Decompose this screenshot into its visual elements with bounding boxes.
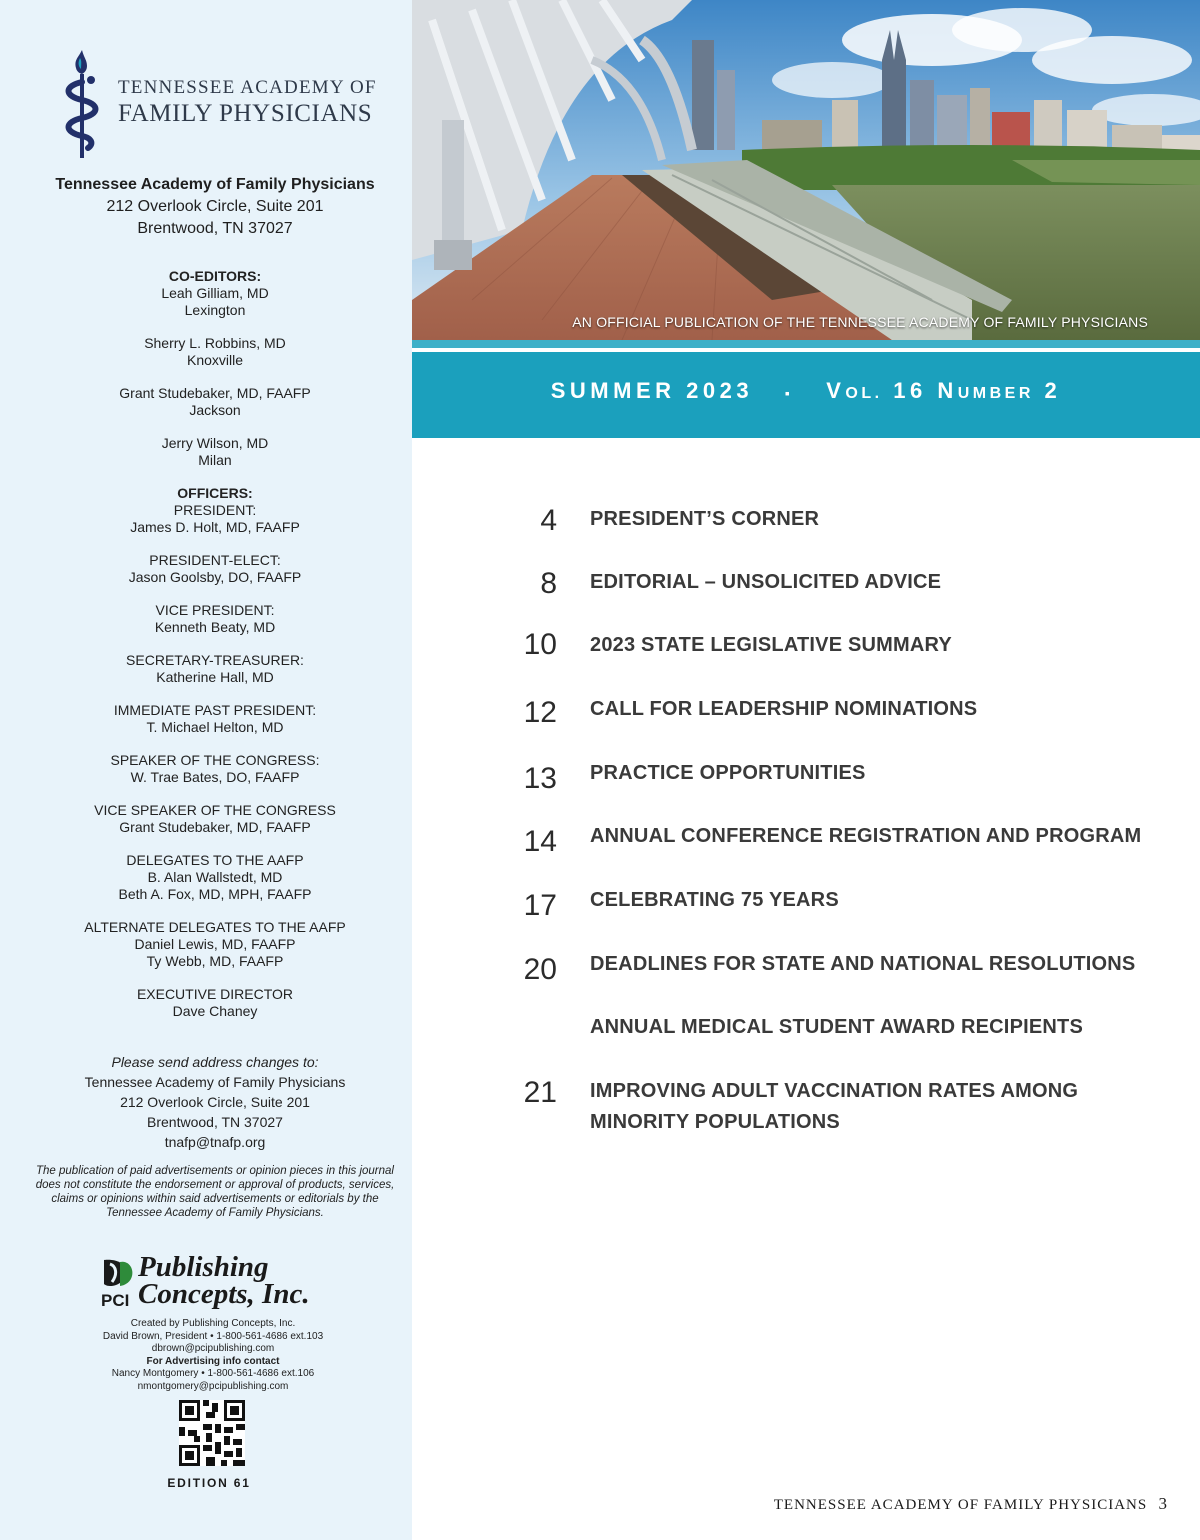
publisher-name-line-1: Publishing: [138, 1251, 269, 1283]
address-change-email[interactable]: tnafp@tnafp.org: [164, 1134, 266, 1150]
toc-title: 2023 STATE LEGISLATIVE SUMMARY: [590, 634, 952, 656]
toc-page: 10: [523, 628, 557, 661]
officer-name: Beth A. Fox, MD, MPH, FAAFP: [118, 886, 312, 902]
officer-entry: [0, 852, 430, 903]
masthead-sidebar: [0, 0, 412, 1540]
publisher-wordmark: [138, 1251, 310, 1310]
co-editor-place: Knoxville: [186, 352, 244, 368]
logo-line-1: TENNESSEE ACADEMY OF: [118, 77, 377, 98]
toc-page: 8: [540, 567, 557, 600]
officer-name: Jason Goolsby, DO, FAAFP: [128, 569, 302, 585]
pci-mark-label: PCI: [101, 1291, 130, 1310]
advertising-email[interactable]: nmontgomery@pcipublishing.com: [137, 1380, 289, 1392]
address-change-notice: [0, 1052, 430, 1152]
advertising-heading: For Advertising info contact: [146, 1355, 280, 1367]
officer-name: W. Trae Bates, DO, FAAFP: [130, 769, 300, 785]
toc-page: 20: [523, 953, 557, 986]
officer-role: EXECUTIVE DIRECTOR: [136, 986, 294, 1002]
officer-role: ALTERNATE DELEGATES TO THE AAFP: [84, 919, 346, 935]
officer-role: IMMEDIATE PAST PRESIDENT:: [113, 702, 317, 718]
toc-title: CELEBRATING 75 YEARS: [590, 889, 839, 911]
address-change-lead: Please send address changes to:: [111, 1054, 319, 1070]
officer-name: Kenneth Beaty, MD: [154, 619, 276, 635]
vol-rest: OL.: [845, 385, 883, 402]
co-editor-name: Jerry Wilson, MD: [161, 435, 269, 451]
issue-line: [412, 378, 1200, 404]
officer-entry: [0, 986, 430, 1020]
issue-number: 2: [1044, 378, 1062, 403]
nashville-skyline-photo: [412, 0, 1200, 340]
bridge-skyline-illustration: [412, 0, 1200, 340]
officer-role: PRESIDENT-ELECT:: [149, 552, 281, 568]
toc-page: 13: [523, 762, 557, 795]
credit-line: David Brown, President • 1-800-561-4686 ext.103: [102, 1330, 324, 1342]
officers-heading: OFFICERS:: [177, 485, 253, 501]
toc-title: ANNUAL MEDICAL STUDENT AWARD RECIPIENTS: [590, 1016, 1084, 1038]
officer-role: SECRETARY-TREASURER:: [126, 652, 304, 668]
officer-entry: [0, 702, 430, 736]
running-footer: [774, 1494, 1168, 1514]
address-org: Tennessee Academy of Family Physicians: [55, 176, 375, 193]
officer-name: Ty Webb, MD, FAAFP: [146, 953, 284, 969]
officer-entry: [0, 552, 430, 586]
edition-number: EDITION 61: [167, 1476, 251, 1490]
officer-role: DELEGATES TO THE AAFP: [126, 852, 304, 868]
address-street: 212 Overlook Circle, Suite 201: [106, 198, 324, 215]
officer-entry: [0, 919, 430, 970]
publisher-logo: [100, 1251, 340, 1312]
co-editor-place: Milan: [198, 452, 232, 468]
co-editor-entry: [0, 285, 430, 319]
vol-number: 16: [893, 378, 927, 403]
toc-title: IMPROVING ADULT VACCINATION RATES AMONG MINORITY POPULATIONS: [590, 1080, 1079, 1133]
tafp-logo: [58, 48, 378, 160]
co-editor-entry: [0, 335, 430, 369]
toc-page: 17: [523, 889, 557, 922]
toc-title: PRACTICE OPPORTUNITIES: [590, 762, 866, 784]
officer-name: James D. Holt, MD, FAAFP: [130, 519, 300, 535]
co-editor-entry: [0, 385, 430, 419]
publisher-credits: [0, 1318, 426, 1394]
logo-wordmark: [118, 78, 377, 126]
address-change-city: Brentwood, TN 37027: [147, 1114, 283, 1130]
advertising-contact: Nancy Montgomery • 1-800-561-4686 ext.106: [111, 1368, 315, 1380]
toc-title: PRESIDENT’S CORNER: [590, 508, 820, 530]
officer-name: B. Alan Wallstedt, MD: [147, 869, 283, 885]
publication-caption: AN OFFICIAL PUBLICATION OF THE TENNESSEE ACADEMY OF FAMILY PHYSICIANS: [572, 314, 1148, 330]
toc-title: ANNUAL CONFERENCE REGISTRATION AND PROGRAM: [590, 825, 1142, 847]
toc-page: 12: [523, 696, 557, 729]
co-editor-place: Lexington: [184, 302, 246, 318]
officer-name: Daniel Lewis, MD, FAAFP: [134, 936, 296, 952]
toc-title: EDITORIAL – UNSOLICITED ADVICE: [590, 571, 942, 593]
credit-email[interactable]: dbrown@pcipublishing.com: [151, 1343, 275, 1355]
officer-name: Katherine Hall, MD: [156, 669, 274, 685]
caduceus-flame-icon: [58, 48, 106, 160]
officer-entry: [0, 502, 430, 536]
toc-page: 14: [523, 825, 557, 858]
co-editors-heading: CO-EDITORS:: [168, 268, 262, 284]
number-initial: N: [937, 378, 958, 403]
officer-role: PRESIDENT:: [173, 502, 257, 518]
officer-name: Grant Studebaker, MD, FAAFP: [119, 819, 311, 835]
pci-leaf-icon: [100, 1256, 136, 1310]
publisher-name-line-2: Concepts, Inc.: [138, 1278, 310, 1310]
issue-separator: ▪: [784, 385, 795, 401]
address-change-street: 212 Overlook Circle, Suite 201: [120, 1094, 310, 1110]
advertising-disclaimer: The publication of paid advertisements or opinion pieces in this journal does not constitute the endorsement or approval of products, services, claims or opinions within said advertisements or editorials by the Tennessee Academy of Family Physicians.: [35, 1165, 395, 1219]
issue-band: [412, 352, 1200, 438]
editors-officers-roster: [0, 268, 430, 1036]
officer-role: SPEAKER OF THE CONGRESS:: [110, 752, 320, 768]
logo-line-2: FAMILY PHYSICIANS: [118, 100, 373, 127]
issue-season: SUMMER 2023: [550, 378, 754, 403]
toc-title: CALL FOR LEADERSHIP NOMINATIONS: [590, 698, 978, 720]
address-change-org: Tennessee Academy of Family Physicians: [84, 1074, 346, 1090]
co-editor-name: Leah Gilliam, MD: [161, 285, 269, 301]
co-editor-place: Jackson: [189, 402, 241, 418]
officer-entry: [0, 752, 430, 786]
running-head: TENNESSEE ACADEMY OF FAMILY PHYSICIANS: [773, 1497, 1148, 1513]
toc-page: 4: [540, 504, 557, 537]
co-editor-name: Sherry L. Robbins, MD: [144, 335, 286, 351]
organization-address: [0, 174, 430, 240]
officer-role: VICE PRESIDENT:: [155, 602, 275, 618]
qr-code-icon[interactable]: [179, 1400, 245, 1466]
address-city: Brentwood, TN 37027: [137, 220, 293, 237]
toc-page: 21: [523, 1076, 557, 1109]
credit-line: Created by Publishing Concepts, Inc.: [130, 1318, 296, 1329]
officer-name: T. Michael Helton, MD: [146, 719, 284, 735]
toc-title: DEADLINES FOR STATE AND NATIONAL RESOLUTIONS: [590, 953, 1136, 975]
co-editor-entry: [0, 435, 430, 469]
page-number: 3: [1158, 1494, 1168, 1513]
officer-entry: [0, 652, 430, 686]
officer-role: VICE SPEAKER OF THE CONGRESS: [94, 802, 336, 818]
number-rest: UMBER: [957, 385, 1034, 402]
issue-band-accent: [412, 340, 1200, 348]
co-editor-name: Grant Studebaker, MD, FAAFP: [119, 385, 311, 401]
vol-initial: V: [826, 378, 846, 403]
officer-name: Dave Chaney: [172, 1003, 258, 1019]
officer-entry: [0, 802, 430, 836]
officer-entry: [0, 602, 430, 636]
